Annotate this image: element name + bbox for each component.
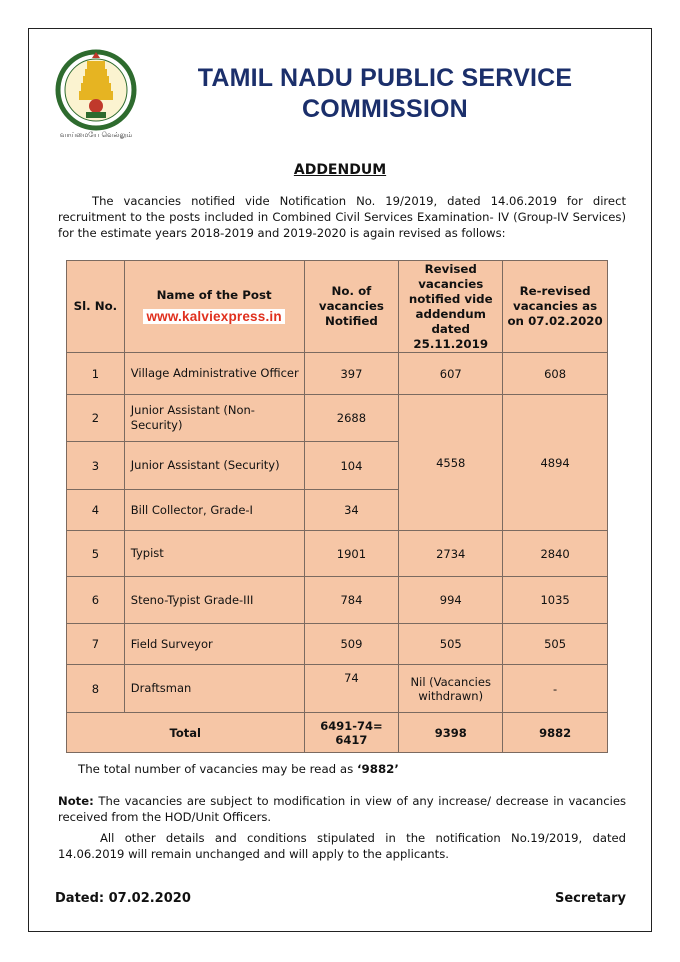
- vacancy-table: [66, 260, 608, 753]
- cell-post: Junior Assistant (Non-Security): [124, 395, 304, 442]
- cell-rerevised: 505: [503, 624, 608, 665]
- cell-post: Typist: [124, 531, 304, 577]
- cell-post: Bill Collector, Grade-I: [124, 490, 304, 531]
- table-row: [67, 577, 608, 624]
- cell-sl: 1: [67, 353, 125, 395]
- cell-notified: 1901: [304, 531, 399, 577]
- signatory: Secretary: [555, 891, 626, 906]
- cell-post: Junior Assistant (Security): [124, 442, 304, 490]
- cell-notified: 784: [304, 577, 399, 624]
- addendum-heading: ADDENDUM: [293, 162, 387, 178]
- page-title: TAMIL NADU PUBLIC SERVICE COMMISSION: [197, 64, 573, 123]
- note-text: The vacancies are subject to modification in view of any increase/ decrease in vacancies received from the HOD/Unit Officers.: [58, 794, 626, 824]
- cell-notified: 509: [304, 624, 399, 665]
- header-sl: Sl. No.: [67, 261, 125, 353]
- header-rerevised: Re-revised vacancies as on 07.02.2020: [503, 261, 608, 353]
- cell-total-label: Total: [67, 713, 305, 753]
- table-header-row: [67, 261, 608, 353]
- cell-total-revised: 9398: [399, 713, 503, 753]
- cell-notified: 397: [304, 353, 399, 395]
- cell-sl: 6: [67, 577, 125, 624]
- cell-rerevised: 2840: [503, 531, 608, 577]
- dated-line: Dated: 07.02.2020: [55, 891, 191, 906]
- cell-post: Field Surveyor: [124, 624, 304, 665]
- cell-rerevised: 1035: [503, 577, 608, 624]
- header-post-label: Name of the Post: [156, 288, 272, 302]
- cell-sl: 2: [67, 395, 125, 442]
- cell-revised: Nil (Vacancies withdrawn): [399, 665, 503, 713]
- total-vacancies-line: [78, 762, 399, 776]
- cell-sl: 5: [67, 531, 125, 577]
- cell-post: Village Administrative Officer: [124, 353, 304, 395]
- intro-paragraph: The vacancies notified vide Notification No. 19/2019, dated 14.06.2019 for direct recruitment to the posts included in Combined Civil Services Examination- IV (Group-IV Services) for the estimate years 2018-2019 and 2019-2020 is again revised as follows:: [58, 194, 626, 240]
- tamil-nadu-emblem-icon: [54, 46, 138, 142]
- cell-sl: 3: [67, 442, 125, 490]
- cell-sl: 8: [67, 665, 125, 713]
- cell-total-rerevised: 9882: [503, 713, 608, 753]
- cell-notified: 34: [304, 490, 399, 531]
- svg-text:வாய்மையே வெல்லும்: வாய்மையே வெல்லும்: [59, 131, 133, 139]
- cell-revised: 994: [399, 577, 503, 624]
- cell-sl: 4: [67, 490, 125, 531]
- header-post: [124, 261, 304, 353]
- cell-notified: 104: [304, 442, 399, 490]
- cell-total-notified: 6491-74= 6417: [304, 713, 399, 753]
- table-row: [67, 353, 608, 395]
- table-row: [67, 395, 608, 442]
- cell-post: Steno-Typist Grade-III: [124, 577, 304, 624]
- table-total-row: [67, 713, 608, 753]
- table-row: [67, 531, 608, 577]
- header-notified: No. of vacancies Notified: [304, 261, 399, 353]
- table-row: [67, 665, 608, 713]
- note-paragraph: [58, 793, 626, 825]
- header-revised: Revised vacancies notified vide addendum dated 25.11.2019: [399, 261, 503, 353]
- total-line-text: The total number of vacancies may be read as: [78, 762, 358, 776]
- cell-post: Draftsman: [124, 665, 304, 713]
- cell-rerevised: 608: [503, 353, 608, 395]
- cell-rerevised: -: [503, 665, 608, 713]
- cell-revised: 505: [399, 624, 503, 665]
- note-label: Note:: [58, 794, 94, 808]
- table-row: [67, 624, 608, 665]
- total-line-value: ‘9882’: [357, 762, 399, 776]
- cell-sl: 7: [67, 624, 125, 665]
- watermark-link[interactable]: www.kalviexpress.in: [143, 309, 284, 324]
- cell-notified: 2688: [304, 395, 399, 442]
- cell-rerevised-group: 4894: [503, 395, 608, 531]
- cell-revised-group: 4558: [399, 395, 503, 531]
- cell-revised: 2734: [399, 531, 503, 577]
- conditions-paragraph: All other details and conditions stipulated in the notification No.19/2019, dated 14.06.2019 will remain unchanged and will apply to the applicants.: [58, 831, 626, 861]
- cell-notified: 74: [304, 665, 399, 713]
- cell-revised: 607: [399, 353, 503, 395]
